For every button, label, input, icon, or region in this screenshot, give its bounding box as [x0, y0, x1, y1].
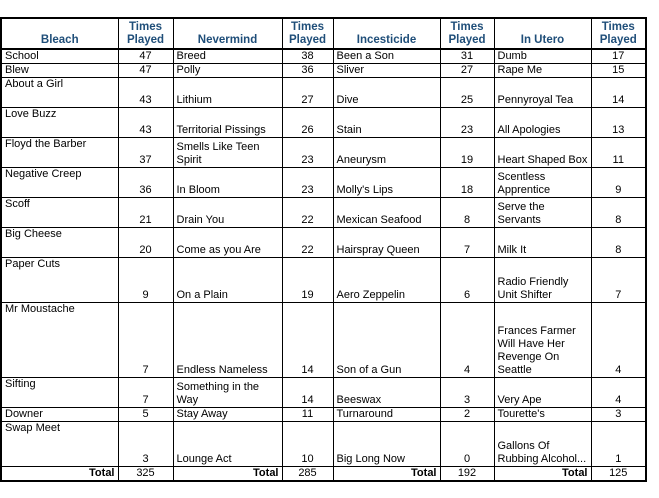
- nevermind-song: Smells Like Teen Spirit: [173, 138, 282, 168]
- bleach-song: Love Buzz: [1, 108, 118, 138]
- in-utero-song: Rape Me: [494, 64, 591, 78]
- nevermind-times-played: 27: [282, 78, 333, 108]
- nevermind-times-played: 22: [282, 198, 333, 228]
- table-row: [1, 78, 646, 108]
- incesticide-song: Been a Son: [333, 49, 440, 64]
- bleach-song: Swap Meet: [1, 422, 118, 467]
- bleach-song: Paper Cuts: [1, 258, 118, 303]
- incesticide-times-played: 25: [440, 78, 494, 108]
- incesticide-times-played: 31: [440, 49, 494, 64]
- incesticide-song: Mexican Seafood: [333, 198, 440, 228]
- nevermind-song: Polly: [173, 64, 282, 78]
- bleach-times-played: 7: [118, 303, 173, 378]
- table-row: [1, 258, 646, 303]
- in-utero-times-played: 7: [591, 258, 646, 303]
- incesticide-song: Turnaround: [333, 408, 440, 422]
- nevermind-song: Come as you Are: [173, 228, 282, 258]
- col-header-times-played: Times Played: [591, 18, 646, 49]
- nevermind-times-played: 23: [282, 168, 333, 198]
- total-bleach: 325: [118, 467, 173, 482]
- total-incesticide: 192: [440, 467, 494, 482]
- nevermind-times-played: 22: [282, 228, 333, 258]
- table-row: [1, 303, 646, 378]
- bleach-times-played: 21: [118, 198, 173, 228]
- bleach-song: About a Girl: [1, 78, 118, 108]
- in-utero-times-played: 1: [591, 422, 646, 467]
- in-utero-song: Scentless Apprentice: [494, 168, 591, 198]
- table-row: [1, 138, 646, 168]
- bleach-song: Mr Moustache: [1, 303, 118, 378]
- table-row: [1, 108, 646, 138]
- incesticide-times-played: 19: [440, 138, 494, 168]
- nevermind-song: Lounge Act: [173, 422, 282, 467]
- col-header-nevermind: Nevermind: [173, 18, 282, 49]
- in-utero-times-played: 17: [591, 49, 646, 64]
- in-utero-song: Heart Shaped Box: [494, 138, 591, 168]
- nevermind-song: Territorial Pissings: [173, 108, 282, 138]
- bleach-song: Blew: [1, 64, 118, 78]
- in-utero-song: Gallons Of Rubbing Alcohol...: [494, 422, 591, 467]
- song-play-count-table: [0, 17, 647, 482]
- bleach-song: Downer: [1, 408, 118, 422]
- incesticide-song: Aneurysm: [333, 138, 440, 168]
- bleach-times-played: 7: [118, 378, 173, 408]
- bleach-times-played: 5: [118, 408, 173, 422]
- nevermind-song: Breed: [173, 49, 282, 64]
- table-row: [1, 408, 646, 422]
- in-utero-times-played: 4: [591, 303, 646, 378]
- bleach-times-played: 43: [118, 108, 173, 138]
- incesticide-song: Aero Zeppelin: [333, 258, 440, 303]
- bleach-times-played: 36: [118, 168, 173, 198]
- incesticide-times-played: 18: [440, 168, 494, 198]
- incesticide-times-played: 4: [440, 303, 494, 378]
- col-header-times-played: Times Played: [282, 18, 333, 49]
- bleach-song: Scoff: [1, 198, 118, 228]
- in-utero-song: Very Ape: [494, 378, 591, 408]
- total-in-utero: 125: [591, 467, 646, 482]
- bleach-song: Big Cheese: [1, 228, 118, 258]
- incesticide-song: Son of a Gun: [333, 303, 440, 378]
- in-utero-song: Serve the Servants: [494, 198, 591, 228]
- bleach-song: School: [1, 49, 118, 64]
- in-utero-times-played: 4: [591, 378, 646, 408]
- in-utero-times-played: 8: [591, 198, 646, 228]
- in-utero-times-played: 9: [591, 168, 646, 198]
- bleach-times-played: 20: [118, 228, 173, 258]
- total-label: Total: [173, 467, 282, 482]
- table-row: [1, 228, 646, 258]
- nevermind-song: On a Plain: [173, 258, 282, 303]
- total-label: Total: [494, 467, 591, 482]
- incesticide-times-played: 6: [440, 258, 494, 303]
- nevermind-times-played: 19: [282, 258, 333, 303]
- nevermind-times-played: 36: [282, 64, 333, 78]
- nevermind-times-played: 10: [282, 422, 333, 467]
- bleach-song: Negative Creep: [1, 168, 118, 198]
- nevermind-song: Stay Away: [173, 408, 282, 422]
- nevermind-times-played: 26: [282, 108, 333, 138]
- nevermind-song: Lithium: [173, 78, 282, 108]
- col-header-incesticide: Incesticide: [333, 18, 440, 49]
- incesticide-times-played: 27: [440, 64, 494, 78]
- table-row: [1, 168, 646, 198]
- col-header-in-utero: In Utero: [494, 18, 591, 49]
- bleach-song: Floyd the Barber: [1, 138, 118, 168]
- table-row: [1, 198, 646, 228]
- incesticide-song: Hairspray Queen: [333, 228, 440, 258]
- table-row: [1, 422, 646, 467]
- in-utero-song: Dumb: [494, 49, 591, 64]
- incesticide-times-played: 0: [440, 422, 494, 467]
- bleach-times-played: 3: [118, 422, 173, 467]
- bleach-times-played: 37: [118, 138, 173, 168]
- in-utero-song: Radio Friendly Unit Shifter: [494, 258, 591, 303]
- in-utero-times-played: 8: [591, 228, 646, 258]
- nevermind-times-played: 14: [282, 303, 333, 378]
- incesticide-song: Beeswax: [333, 378, 440, 408]
- incesticide-times-played: 23: [440, 108, 494, 138]
- incesticide-song: Stain: [333, 108, 440, 138]
- incesticide-times-played: 3: [440, 378, 494, 408]
- nevermind-song: Something in the Way: [173, 378, 282, 408]
- total-label: Total: [1, 467, 118, 482]
- bleach-times-played: 9: [118, 258, 173, 303]
- total-nevermind: 285: [282, 467, 333, 482]
- bleach-times-played: 47: [118, 49, 173, 64]
- bleach-times-played: 43: [118, 78, 173, 108]
- nevermind-times-played: 23: [282, 138, 333, 168]
- nevermind-times-played: 11: [282, 408, 333, 422]
- incesticide-song: Molly's Lips: [333, 168, 440, 198]
- in-utero-times-played: 14: [591, 78, 646, 108]
- incesticide-times-played: 7: [440, 228, 494, 258]
- bleach-times-played: 47: [118, 64, 173, 78]
- bleach-song: Sifting: [1, 378, 118, 408]
- header-row: [1, 18, 646, 49]
- in-utero-times-played: 11: [591, 138, 646, 168]
- in-utero-times-played: 13: [591, 108, 646, 138]
- nevermind-song: In Bloom: [173, 168, 282, 198]
- nevermind-times-played: 38: [282, 49, 333, 64]
- incesticide-times-played: 2: [440, 408, 494, 422]
- in-utero-times-played: 3: [591, 408, 646, 422]
- in-utero-song: Milk It: [494, 228, 591, 258]
- table-body: [1, 49, 646, 467]
- nevermind-times-played: 14: [282, 378, 333, 408]
- col-header-times-played: Times Played: [440, 18, 494, 49]
- col-header-bleach: Bleach: [1, 18, 118, 49]
- in-utero-song: Pennyroyal Tea: [494, 78, 591, 108]
- total-label: Total: [333, 467, 440, 482]
- incesticide-song: Dive: [333, 78, 440, 108]
- incesticide-times-played: 8: [440, 198, 494, 228]
- in-utero-song: Frances Farmer Will Have Her Revenge On Seattle: [494, 303, 591, 378]
- col-header-times-played: Times Played: [118, 18, 173, 49]
- in-utero-song: All Apologies: [494, 108, 591, 138]
- incesticide-song: Big Long Now: [333, 422, 440, 467]
- table-row: [1, 64, 646, 78]
- nevermind-song: Endless Nameless: [173, 303, 282, 378]
- totals-row: [1, 467, 646, 482]
- in-utero-song: Tourette's: [494, 408, 591, 422]
- table-row: [1, 49, 646, 64]
- table-row: [1, 378, 646, 408]
- nevermind-song: Drain You: [173, 198, 282, 228]
- in-utero-times-played: 15: [591, 64, 646, 78]
- incesticide-song: Sliver: [333, 64, 440, 78]
